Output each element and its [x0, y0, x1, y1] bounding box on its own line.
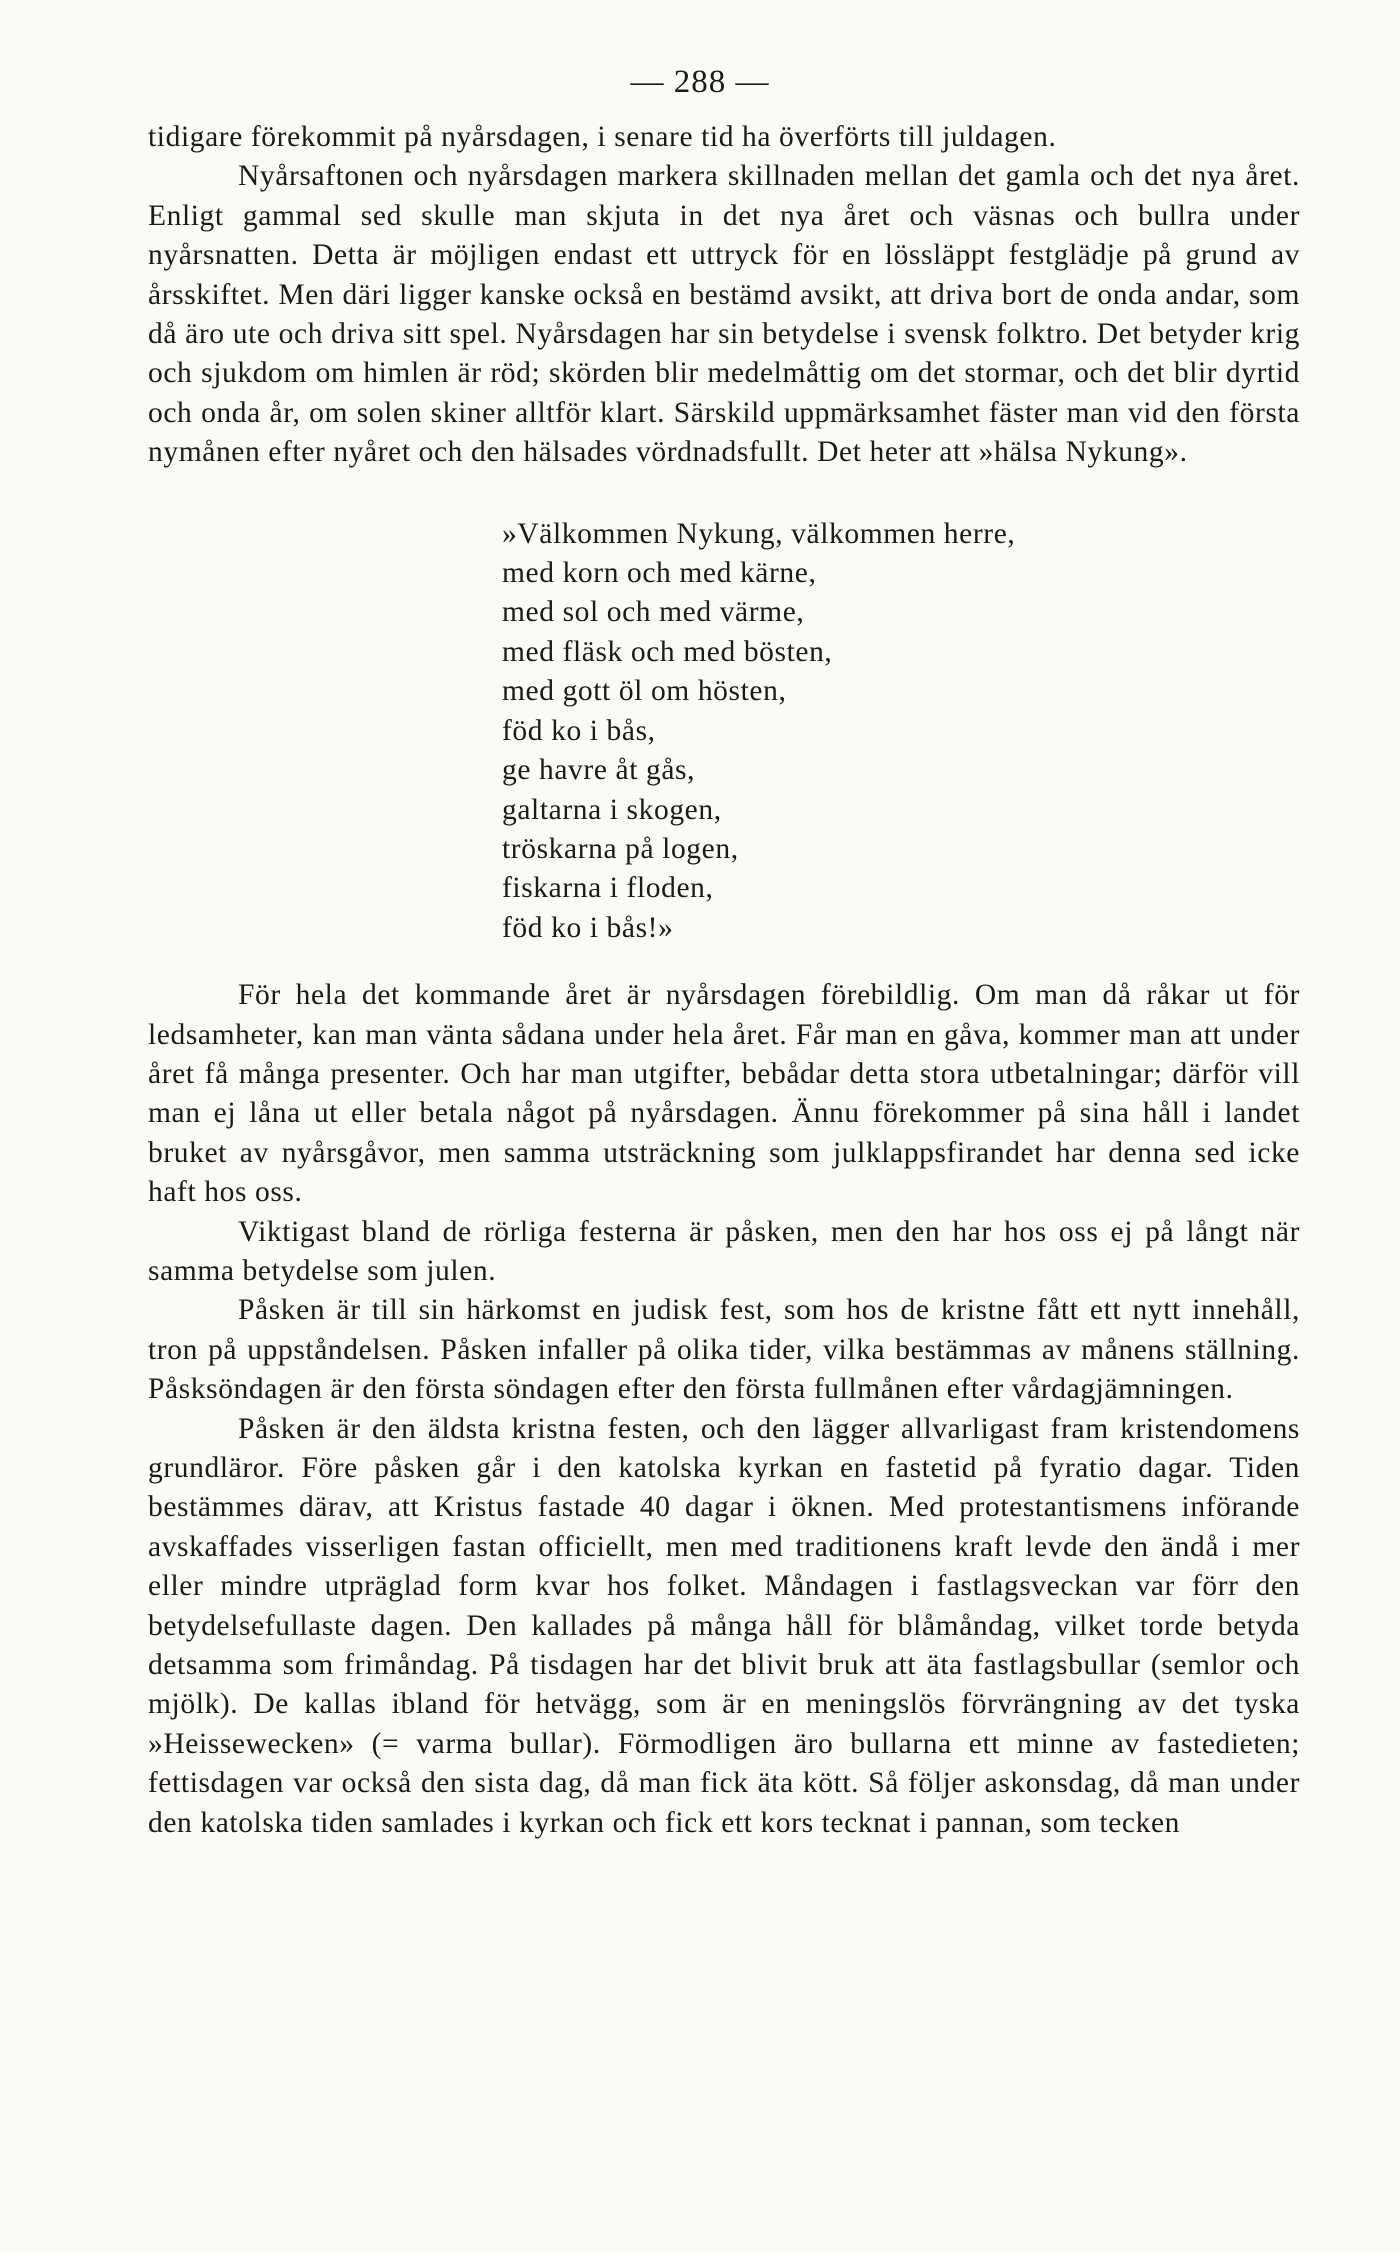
paragraph-fastetid: Påsken är den äldsta kristna festen, och den lägger allvarligast fram kristendomens grundläror. Före påsken går i den katolska kyrkan en fastetid på fyratio dagar. Tiden bestämmes därav, att Kristus fastade 40 dagar i öknen. Med protestantismens införande avskaffades visserligen fastan officiellt, men med traditionens kraft levde den ändå i mer eller mindre utpräglad form kvar hos folket. Måndagen i fastlagsveckan var förr den betydelsefullaste dagen. Den kallades på många håll för blåmåndag, vilket torde betyda detsamma som frimåndag. På tisdagen har det blivit bruk att äta fastlagsbullar (semlor och mjölk). De kallas ibland för hetvägg, som är en meningslös förvrängning av det tyska »Heissewecken» (= varma bullar). Förmodligen äro bullarna ett minne av fastedieten; fettisdagen var också den sista dag, då man fick äta kött. Så följer askonsdag, då man under den katolska tiden samlades i kyrkan och fick ett kors tecknat i pannan, som tecken [148, 1412, 1300, 1839]
poem-line: fiskarna i floden, [502, 872, 714, 905]
paragraph-forebildlig: För hela det kommande året är nyårsdagen förebildlig. Om man då råkar ut för ledsamheter, kan man vänta sådana under hela året. Får man en gåva, kommer man att under året få många presenter. Och har man utgifter, bebådar detta stora utbetalningar; därför vill man ej låna ut eller betala något på nyårsdagen. Ännu förekommer på sina håll i landet bruket av nyårsgåvor, men samma utsträckning som julklappsfirandet har denna sed icke haft hos oss. [148, 979, 1300, 1209]
paragraph-paskens-harkomst: Påsken är till sin härkomst en judisk fest, som hos de kristne fått ett nytt innehåll, tron på uppståndelsen. Påsken infaller på olika tider, vilka bestämmas av månens ställning. Påsksöndagen är den första söndagen efter den första fullmånen efter vårdagjämningen. [148, 1294, 1300, 1406]
page-body [148, 118, 1300, 1843]
poem-line: föd ko i bås!» [502, 911, 674, 944]
poem-line: med fläsk och med bösten, [502, 635, 833, 668]
poem-line: med sol och med värme, [502, 596, 805, 629]
paragraph-rorliga-fester: Viktigast bland de rörliga festerna är påsken, men den har hos oss ej på långt när samma betydelse som julen. [148, 1215, 1300, 1287]
poem-line: med korn och med kärne, [502, 557, 817, 590]
poem-line: ge havre åt gås, [502, 754, 696, 787]
paragraph-continuation: tidigare förekommit på nyårsdagen, i senare tid ha överförts till juldagen. [148, 121, 1057, 153]
poem-halsa-nykung [502, 515, 1300, 948]
poem-line: med gott öl om hösten, [502, 675, 787, 708]
poem-line: »Välkommen Nykung, välkommen herre, [502, 517, 1016, 550]
page-number: — 288 — [630, 64, 770, 100]
poem-line: föd ko i bås, [502, 714, 656, 747]
poem-line: galtarna i skogen, [502, 793, 722, 826]
poem-line: tröskarna på logen, [502, 832, 739, 865]
paragraph-nyarsafton: Nyårsaftonen och nyårsdagen markera skillnaden mellan det gamla och det nya året. Enligt gammal sed skulle man skjuta in det nya året och väsnas och bullra under nyårsnatten. Detta är möjligen endast ett uttryck för en lössläppt festglädje på grund av årsskiftet. Men däri ligger kanske också en bestämd avsikt, att driva bort de onda andar, som då äro ute och driva sitt spel. Nyårsdagen har sin betydelse i svensk folktro. Det betyder krig och sjukdom om himlen är röd; skörden blir medelmåttig om det stormar, och det blir dyrtid och onda år, om solen skiner alltför klart. Särskild uppmärksamhet fäster man vid den första nymånen efter nyåret och den hälsades vördnadsfullt. Det heter att »hälsa Nykung». [148, 160, 1300, 469]
